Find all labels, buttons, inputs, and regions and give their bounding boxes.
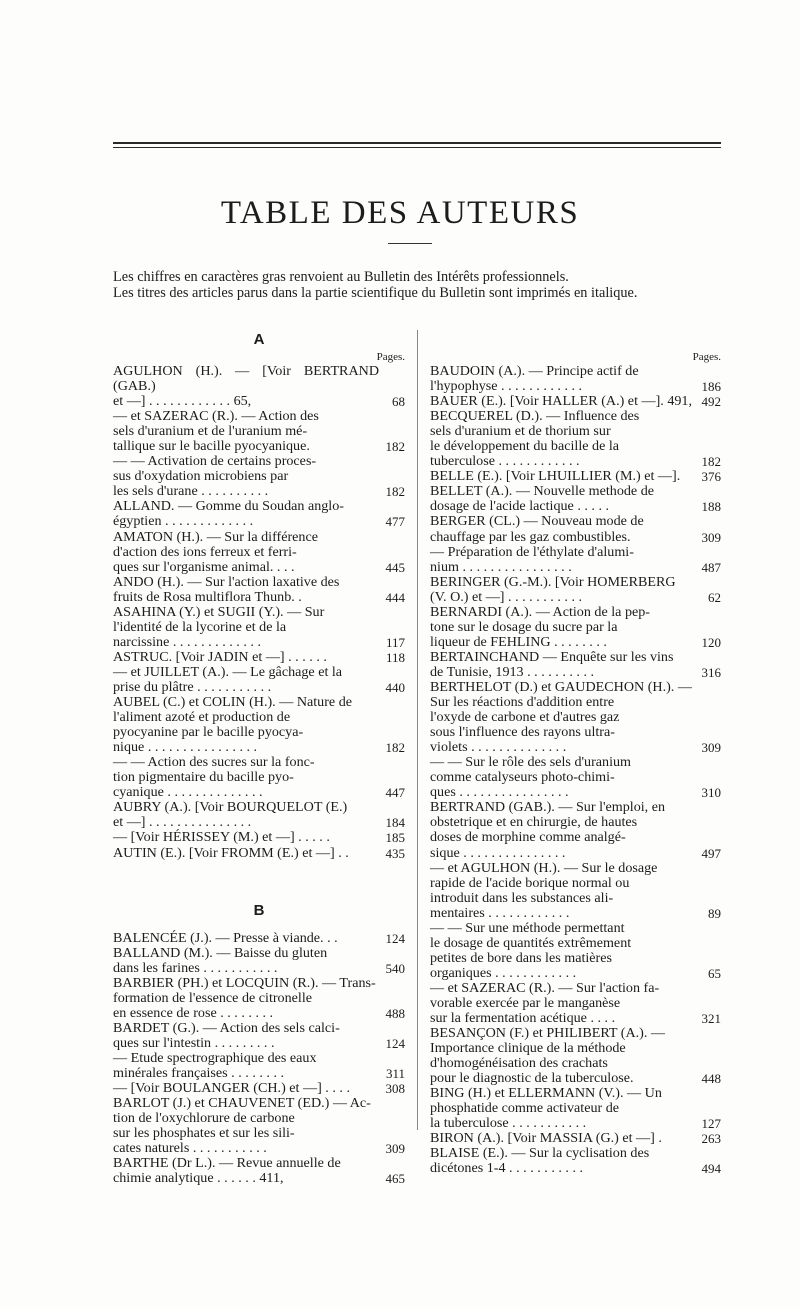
entry-page-number: 447 [385,785,405,801]
pages-label-right: Pages. [692,351,721,363]
entry-page-number: 497 [701,845,721,861]
entry-line: (V. O.) et —] . . . . . . . . . . . [430,588,583,605]
entries-a [113,364,405,861]
index-entry [430,575,721,605]
index-entry [113,1156,405,1186]
title-underline [388,243,432,244]
entry-page-number: 182 [385,740,405,756]
index-entry [430,755,721,800]
entry-line: sur la fermentation acétique . . . . [430,1010,616,1027]
entry-line: dans les farines . . . . . . . . . . . [113,959,278,976]
entry-line: AGULHON (H.). — [Voir BERTRAND (GAB.) [113,363,379,395]
entry-line: et —] . . . . . . . . . . . . . . . [113,814,252,831]
entry-line: — Préparation de l'éthylate d'alumi- [430,543,634,560]
entry-page-number: 124 [385,930,405,946]
entry-line: ques . . . . . . . . . . . . . . . . [430,784,569,801]
entry-line: phosphatide comme activateur de [430,1100,620,1117]
entry-line: narcissine . . . . . . . . . . . . . [113,633,261,650]
entry-page-number: 65 [708,965,721,981]
entry-line: chimie analytique . . . . . . 411, [113,1170,284,1187]
entry-line: l'aliment azoté et production de [113,709,291,726]
entry-line: doses de morphine comme analgé- [430,829,626,846]
entry-page-number: 188 [701,499,721,515]
entry-line: — — Sur une méthode permettant [430,919,625,936]
page-title: TABLE DES AUTEURS [220,195,580,231]
index-entry [113,650,405,665]
entry-line: dosage de l'acide lactique . . . . . [430,498,610,515]
entry-line: tuberculose . . . . . . . . . . . . [430,453,580,470]
entry-page-number: 184 [385,815,405,831]
section-letter-a: A [253,331,265,348]
entries-right [430,364,721,1177]
entry-line: Importance clinique de la méthode [430,1040,626,1057]
entry-line: — et SAZERAC (R.). — Sur l'action fa- [430,979,660,996]
entry-line: AUBRY (A.). [Voir BOURQUELOT (E.) [113,799,348,816]
index-entry [430,484,721,514]
entry-line: BARLOT (J.) et CHAUVENET (ED.) — Ac- [113,1095,371,1112]
index-entry [430,1026,721,1086]
entry-line: BERTAINCHAND — Enquête sur les vins [430,648,674,665]
entry-line: — [Voir BOULANGER (CH.) et —] . . . . [113,1080,350,1097]
entry-line: sels d'uranium et de l'uranium mé- [113,423,308,440]
entry-line: BAUDOIN (A.). — Principe actif de [430,363,639,379]
entry-line: sous l'influence des rayons ultra- [430,724,615,741]
entry-line: comme catalyseurs photo-chimi- [430,769,615,786]
index-entry [430,680,721,755]
entry-line: BERTHELOT (D.) et GAUDECHON (H.). — [430,678,692,695]
entry-line: BAUER (E.). [Voir HALLER (A.) et —]. 491, [430,393,692,410]
entry-line: organiques . . . . . . . . . . . . [430,964,577,981]
entry-line: tion de l'oxychlorure de carbone [113,1110,295,1127]
entry-page-number: 309 [701,529,721,545]
entry-line: ANDO (H.). — Sur l'action laxative des [113,573,340,590]
entry-line: en essence de rose . . . . . . . . [113,1004,274,1021]
entry-line: nique . . . . . . . . . . . . . . . . [113,739,258,756]
index-entry [113,575,405,605]
entry-line: les sels d'urane . . . . . . . . . . [113,483,269,500]
entry-line: cyanique . . . . . . . . . . . . . . [113,784,263,801]
entry-line: minérales françaises . . . . . . . . [113,1064,285,1081]
entry-line: BARTHE (Dr L.). — Revue annuelle de [113,1155,341,1172]
entry-line: BERNARDI (A.). — Action de la pep- [430,603,650,620]
entry-page-number: 311 [385,1065,405,1081]
entry-page-number: 440 [385,679,405,695]
entry-line: formation de l'essence de citronelle [113,989,312,1006]
index-entry [113,695,405,755]
entry-line: BELLE (E.). [Voir LHUILLIER (M.) et —]. [430,468,681,485]
entry-line: sus d'oxydation microbiens par [113,468,289,485]
index-entry [430,469,721,484]
entry-line: rapide de l'acide borique normal ou [430,874,630,891]
index-entry [113,499,405,529]
entry-page-number: 308 [385,1081,405,1097]
entry-line: BALLAND (M.). — Baisse du gluten [113,944,328,961]
left-column [113,330,405,1186]
entry-line: vorable exercée par le manganèse [430,994,621,1011]
index-entry [113,976,405,1021]
index-entry [113,946,405,976]
entry-page-number: 488 [385,1005,405,1021]
index-entry [113,755,405,800]
entry-page-number: 445 [385,559,405,575]
entry-line: l'oxyde de carbone et d'autres gaz [430,709,620,726]
entry-page-number: 444 [385,589,405,605]
index-entry [113,530,405,575]
entry-line: — et JUILLET (A.). — Le gâchage et la [113,663,343,680]
entry-line: ASTRUC. [Voir JADIN et —] . . . . . . [113,648,327,665]
entry-page-number: 127 [701,1116,721,1132]
entry-line: — — Action des sucres sur la fonc- [113,754,315,771]
entry-page-number: 117 [385,634,405,650]
entry-page-number: 477 [385,514,405,530]
index-entry [113,1021,405,1051]
entry-line: BELLET (A.). — Nouvelle methode de [430,483,655,500]
entry-line: égyptien . . . . . . . . . . . . . [113,513,254,530]
section-letter-b: B [253,901,265,919]
entry-page-number: 68 [392,394,405,410]
entry-page-number: 448 [701,1071,721,1087]
entry-line: AUTIN (E.). [Voir FROMM (E.) et —] . . [113,844,349,861]
entry-line: BERGER (CL.) — Nouveau mode de [430,513,644,530]
entry-line: BARDET (G.). — Action des sels calci- [113,1019,340,1036]
entry-page-number: 182 [385,484,405,500]
entry-line: BECQUEREL (D.). — Influence des [430,408,640,425]
entry-line: prise du plâtre . . . . . . . . . . . [113,678,272,695]
entry-page-number: 316 [701,664,721,680]
entry-page-number: 492 [701,394,721,410]
index-entry [430,800,721,860]
entry-line: mentaires . . . . . . . . . . . . [430,904,570,921]
entry-page-number: 263 [701,1131,721,1147]
entry-page-number: 182 [701,454,721,470]
intro-line-1: Les chiffres en caractères gras renvoient au Bulletin des Intérêts professionnels. [113,269,569,285]
entry-line: BALENCÉE (J.). — Presse à viande. . . [113,929,338,946]
index-entry [430,514,721,544]
entry-line: ALLAND. — Gomme du Soudan anglo- [113,498,344,515]
entry-line: chauffage par les gaz combustibles. [430,528,631,545]
entry-page-number: 89 [708,905,721,921]
entry-line: BIRON (A.). [Voir MASSIA (G.) et —] . [430,1130,662,1147]
entry-line: petites de bore dans les matières [430,949,612,966]
index-entry [113,605,405,650]
entry-page-number: 62 [708,589,721,605]
entry-line: de Tunisie, 1913 . . . . . . . . . . [430,663,595,680]
entry-line: sique . . . . . . . . . . . . . . . [430,844,566,861]
entry-page-number: 494 [701,1161,721,1177]
entry-page-number: 310 [701,785,721,801]
entry-page-number: 182 [385,439,405,455]
entry-line: Sur les réactions d'addition entre [430,694,615,711]
entry-line: — et SAZERAC (R.). — Action des [113,408,319,425]
entry-page-number: 185 [385,830,405,846]
entry-line: l'hypophyse . . . . . . . . . . . . [430,378,583,395]
index-entry [113,931,405,946]
index-entry [430,409,721,469]
entry-line: pyocyanine par le bacille pyocya- [113,724,304,741]
entry-line: BING (H.) et ELLERMANN (V.). — Un [430,1085,662,1102]
entry-page-number: 376 [701,469,721,485]
index-entry [113,830,405,845]
index-entry [113,846,405,861]
entry-line: le dosage de quantités extrêmement [430,934,632,951]
index-entry [430,1146,721,1176]
entry-line: nium . . . . . . . . . . . . . . . . [430,558,572,575]
entry-line: la tuberculose . . . . . . . . . . . [430,1115,587,1132]
entry-line: l'identité de la lycorine et de la [113,618,287,635]
entry-page-number: 465 [385,1171,405,1187]
entry-line: fruits de Rosa multiflora Thunb. . [113,588,302,605]
index-entry [430,394,721,409]
entry-line: AUBEL (C.) et COLIN (H.). — Nature de [113,694,353,711]
top-rule [113,142,721,144]
index-entry [113,364,405,409]
intro-line-2: Les titres des articles parus dans la partie scientifique du Bulletin sont imprimés en italique. [113,285,638,301]
entry-line: BLAISE (E.). — Sur la cyclisation des [430,1145,650,1162]
entry-line: — [Voir HÉRISSEY (M.) et —] . . . . . [113,829,330,846]
entry-line: BESANÇON (F.) et PHILIBERT (A.). — [430,1025,666,1042]
entry-line: ASAHINA (Y.) et SUGII (Y.). — Sur [113,603,325,620]
index-entry [430,981,721,1026]
entry-line: violets . . . . . . . . . . . . . . [430,739,567,756]
entry-line: BERINGER (G.-M.). [Voir HOMERBERG [430,573,676,590]
column-divider [417,330,418,1130]
entry-line: ques sur l'organisme animal. . . . [113,558,295,575]
index-entry [113,1096,405,1156]
entry-line: — — Activation de certains proces- [113,453,317,470]
entry-page-number: 487 [701,559,721,575]
entry-page-number: 540 [385,960,405,976]
index-entry [113,800,405,830]
entry-line: d'action des ions ferreux et ferri- [113,543,297,560]
index-entry [113,409,405,454]
entry-line: — Etude spectrographique des eaux [113,1049,317,1066]
entry-line: tallique sur le bacille pyocyanique. [113,438,310,455]
entry-line: et —] . . . . . . . . . . . . 65, [113,393,252,410]
entry-line: cates naturels . . . . . . . . . . . [113,1140,267,1157]
entry-page-number: 124 [385,1035,405,1051]
entry-line: sels d'uranium et de thorium sur [430,423,611,440]
entry-page-number: 309 [385,1141,405,1157]
entry-page-number: 321 [701,1011,721,1027]
entry-line: AMATON (H.). — Sur la différence [113,528,318,545]
entry-page-number: 186 [701,379,721,395]
index-entry [430,650,721,680]
entry-line: — — Sur le rôle des sels d'uranium [430,754,631,771]
entry-line: — et AGULHON (H.). — Sur le dosage [430,859,658,876]
index-entry [113,1051,405,1081]
index-entry [113,454,405,499]
entry-line: liqueur de FEHLING . . . . . . . . [430,633,607,650]
index-entry [430,545,721,575]
index-entry [430,861,721,921]
entry-line: ques sur l'intestin . . . . . . . . . [113,1034,275,1051]
right-column [430,330,721,1177]
entry-line: tion pigmentaire du bacille pyo- [113,769,294,786]
entry-line: introduit dans les substances ali- [430,889,614,906]
index-entry [430,1131,721,1146]
entry-line: pour le diagnostic de la tuberculose. [430,1070,634,1087]
entry-line: BARBIER (PH.) et LOCQUIN (R.). — Trans- [113,974,376,991]
entry-line: tone sur le dosage du sucre par la [430,618,618,635]
entry-page-number: 120 [701,634,721,650]
entry-line: le développement du bacille de la [430,438,620,455]
entry-line: obstetrique et en chirurgie, de hautes [430,814,638,831]
entry-line: d'homogénéisation des crachats [430,1055,608,1072]
intro-paragraph [113,269,721,301]
index-entry [113,665,405,695]
index-entry [430,364,721,394]
index-entry [430,921,721,981]
entry-page-number: 435 [385,845,405,861]
index-entry [430,605,721,650]
top-rule-thin [113,147,721,148]
entry-line: sur les phosphates et sur les sili- [113,1125,295,1142]
entry-line: BERTRAND (GAB.). — Sur l'emploi, en [430,799,666,816]
entries-b [113,931,405,1187]
entry-page-number: 309 [701,740,721,756]
index-entry [430,1086,721,1131]
index-entry [113,1081,405,1096]
pages-label-left: Pages. [376,351,405,363]
entry-page-number: 118 [385,649,405,665]
entry-line: dicétones 1-4 . . . . . . . . . . . [430,1160,584,1177]
